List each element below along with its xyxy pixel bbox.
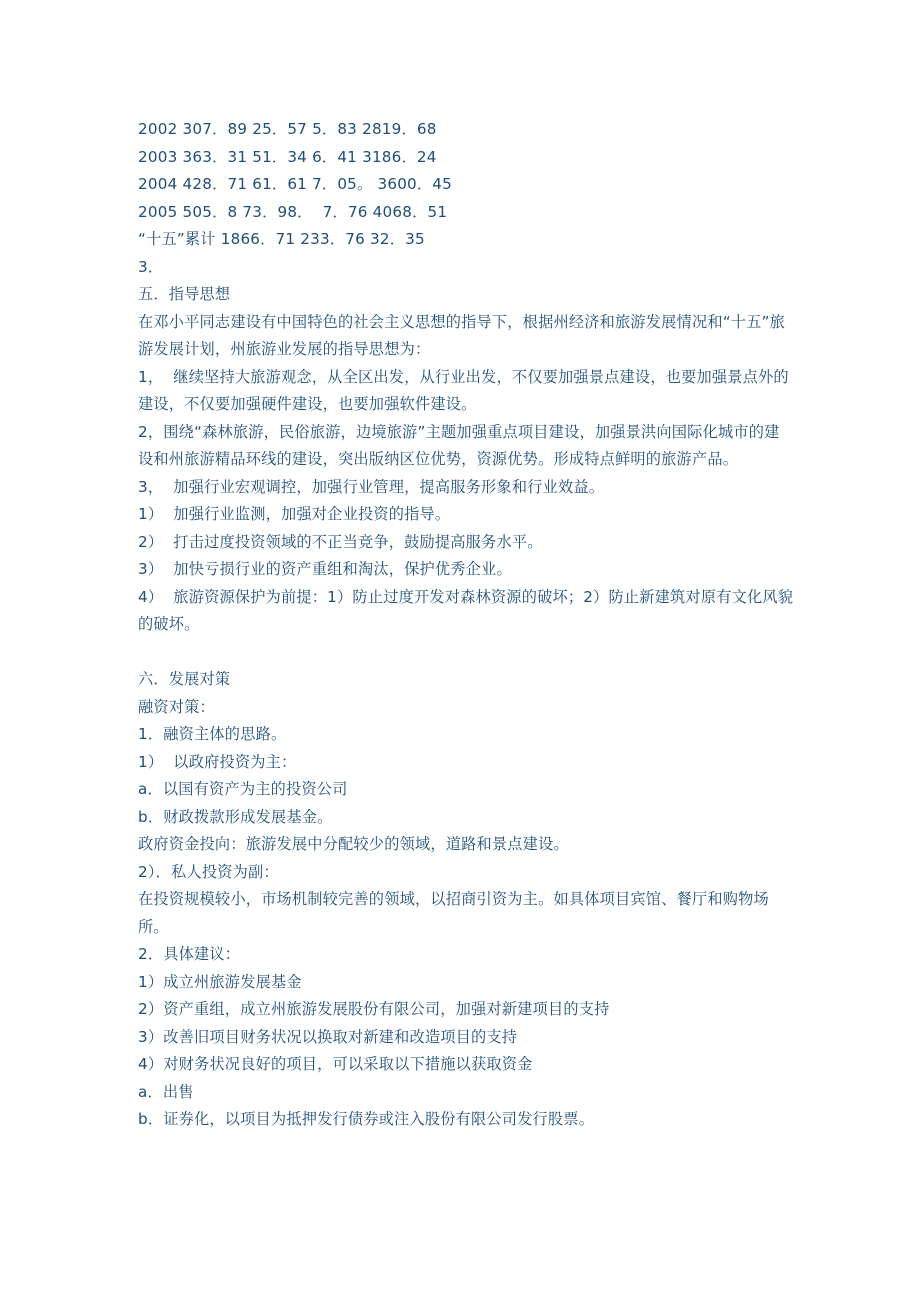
text-line: 2004 428．71 61．61 7．05。 3600．45 — [138, 175, 453, 193]
text-line: b．财政拨款形成发展基金。 — [138, 807, 333, 826]
text-line: 1， 继续坚持大旅游观念，从全区出发，从行业出发，不仅要加强景点建设，也要加强景点外的建设，不仅要加强硬件建设，也要加强软件建设。 — [138, 367, 789, 413]
text-line: 3， 加强行业宏观调控，加强行业管理，提高服务形象和行业效益。 — [138, 477, 605, 496]
text-line: 在投资规模较小，市场机制较完善的领域，以招商引资为主。如具体项目宾馆、餐厅和购物场所。 — [138, 890, 769, 936]
text-line: 2002 307．89 25．57 5．83 2819．68 — [138, 120, 437, 138]
text-line: 2005 505．8 73．98． 7．76 4068．51 — [138, 202, 448, 221]
text-line: 五．指导思想 — [138, 285, 231, 303]
text-line: 2） 打击过度投资领域的不正当竞争，鼓励提高服务水平。 — [138, 532, 543, 551]
text-line: 1） 加强行业监测，加强对企业投资的指导。 — [138, 505, 451, 523]
document-body — [138, 116, 794, 1134]
blank-line — [138, 639, 794, 667]
text-line: 2）资产重组，成立州旅游发展股份有限公司，加强对新建项目的支持 — [138, 1000, 610, 1018]
text-line: a．以国有资产为主的投资公司 — [138, 780, 348, 798]
text-line: 2003 363．31 51．34 6．41 3186．24 — [138, 147, 437, 166]
text-line: 3） 加快亏损行业的资产重组和淘汰，保护优秀企业。 — [138, 560, 512, 578]
text-line: 在邓小平同志建设有中国特色的社会主义思想的指导下，根据州经济和旅游发展情况和“十五”旅游发展计划，州旅游业发展的指导思想为： — [138, 312, 786, 358]
text-line: a．出售 — [138, 1082, 194, 1101]
text-line: 2，围绕“森林旅游，民俗旅游，边境旅游”主题加强重点项目建设，加强景洪向国际化城市的建设和州旅游精品环线的建设，突出版纳区位优势，资源优势。形成特点鲜明的旅游产品。 — [138, 422, 780, 468]
text-line: 4）对财务状况良好的项目，可以采取以下措施以获取资金 — [138, 1055, 533, 1073]
text-line: 1）成立州旅游发展基金 — [138, 972, 302, 991]
text-line: 政府资金投向：旅游发展中分配较少的领域，道路和景点建设。 — [138, 835, 569, 853]
text-line: 4） 旅游资源保护为前提：1）防止过度开发对森林资源的破坏；2）防止新建筑对原有文化风貌的破坏。 — [138, 587, 794, 633]
text-line: 3． — [138, 257, 164, 276]
text-line: 2．具体建议： — [138, 945, 241, 963]
text-line: 3）改善旧项目财务状况以换取对新建和改造项目的支持 — [138, 1027, 518, 1046]
text-line: 融资对策： — [138, 697, 215, 716]
text-line: 1） 以政府投资为主： — [138, 752, 297, 771]
text-line: 2）．私人投资为副： — [138, 862, 279, 881]
text-line: b．证券化，以项目为抵押发行债券或注入股份有限公司发行股票。 — [138, 1110, 595, 1128]
text-line: 1．融资主体的思路。 — [138, 725, 287, 743]
text-line: 六．发展对策 — [138, 670, 231, 688]
text-line: “十五”累计 1866．71 233．76 32．35 — [138, 230, 425, 248]
